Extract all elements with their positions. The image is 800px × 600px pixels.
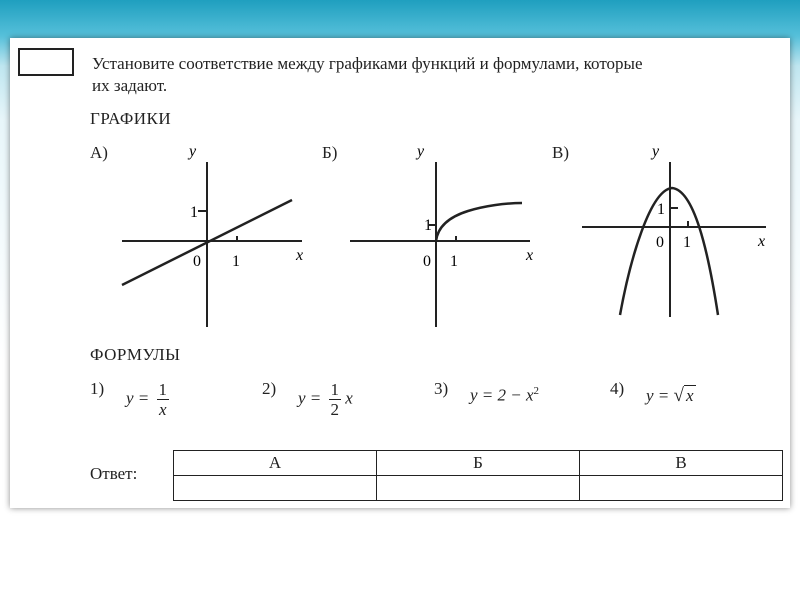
formula-4-number: 4) xyxy=(610,379,625,398)
answer-table xyxy=(173,450,783,501)
formula-2 xyxy=(298,380,353,419)
formula-4-sqrt xyxy=(674,385,696,407)
formula-2-numerator: 1 xyxy=(330,380,340,399)
formula-1-number: 1) xyxy=(90,379,105,398)
answer-cell-b[interactable] xyxy=(377,476,580,501)
formula-4-sqrt-arg: x xyxy=(685,386,694,405)
graph-b xyxy=(350,162,530,327)
formula-1-fraction xyxy=(157,380,170,419)
formula-2-fraction xyxy=(329,380,342,419)
graph-c-y-tick-label: 1 xyxy=(657,201,665,218)
graph-b-y-label: y xyxy=(417,143,425,160)
formula-1-numerator: 1 xyxy=(158,380,168,399)
graph-a-y-label: y xyxy=(189,143,197,160)
graph-a-x-label: x xyxy=(296,247,304,264)
graph-b-curve xyxy=(436,203,522,241)
graph-c-x-label: x xyxy=(758,233,766,250)
graph-b-origin: 0 xyxy=(423,253,431,270)
graph-c xyxy=(582,162,766,317)
graph-a-origin: 0 xyxy=(193,253,201,270)
graph-a xyxy=(122,162,302,327)
formula-2-tail: x xyxy=(345,388,353,408)
formula-2-number: 2) xyxy=(262,379,277,398)
formula-3 xyxy=(470,385,539,406)
answer-value-row xyxy=(174,476,783,501)
formula-4 xyxy=(646,385,696,407)
task-text-line-1: Установите соответствие между графиками функций и формулами, которые xyxy=(92,54,643,73)
graph-b-y-tick-label: 1 xyxy=(424,217,432,234)
formula-4-lhs: y = xyxy=(646,386,670,405)
formula-2-denominator: 2 xyxy=(330,400,340,419)
answer-header-c: В xyxy=(580,451,783,476)
formula-1 xyxy=(126,380,169,419)
graph-b-label: Б) xyxy=(322,143,338,162)
graph-a-y-tick-label: 1 xyxy=(190,204,198,221)
answer-header-row xyxy=(174,451,783,476)
formula-1-denominator: x xyxy=(159,400,167,419)
graph-a-x-tick-label: 1 xyxy=(232,253,240,270)
answer-cell-c[interactable] xyxy=(580,476,783,501)
formula-1-lhs: y = xyxy=(126,388,150,408)
graph-c-y-label: y xyxy=(652,143,660,160)
graph-b-x-label: x xyxy=(526,247,534,264)
graph-c-label: В) xyxy=(552,143,569,162)
graph-a-label: А) xyxy=(90,143,108,162)
formula-3-exponent: 2 xyxy=(533,385,540,397)
answer-header-b: Б xyxy=(377,451,580,476)
graph-c-origin: 0 xyxy=(656,234,664,251)
formula-3-expression: y = 2 − x xyxy=(470,385,534,405)
formula-3-number: 3) xyxy=(434,379,449,398)
answer-label: Ответ: xyxy=(90,464,138,483)
answer-header-a: А xyxy=(174,451,377,476)
graphs-heading: ГРАФИКИ xyxy=(90,109,172,128)
formula-2-lhs: y = xyxy=(298,388,322,408)
task-text-line-2: их задают. xyxy=(92,76,168,95)
graph-c-x-tick-label: 1 xyxy=(683,234,691,251)
sqrt-icon: √ xyxy=(673,385,684,406)
formulas-heading: ФОРМУЛЫ xyxy=(90,345,181,364)
answer-cell-a[interactable] xyxy=(174,476,377,501)
graph-b-x-tick-label: 1 xyxy=(450,253,458,270)
